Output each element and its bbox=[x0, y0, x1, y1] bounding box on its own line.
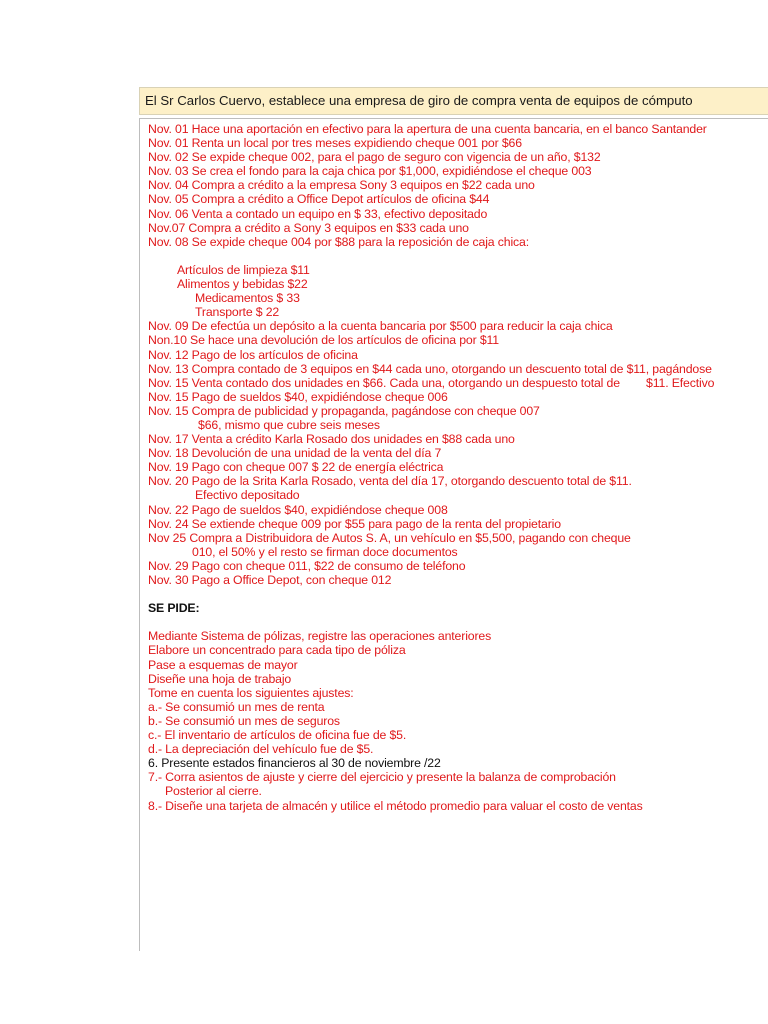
operation-line: Nov. 01 Renta un local por tres meses expidiendo cheque 001 por $66 bbox=[148, 136, 522, 151]
petty-cash-item: Alimentos y bebidas $22 bbox=[177, 277, 308, 292]
operation-line: Nov. 05 Compra a crédito a Office Depot artículos de oficina $44 bbox=[148, 192, 490, 207]
operation-line: Nov. 22 Pago de sueldos $40, expidiéndose cheque 008 bbox=[148, 502, 448, 517]
operation-line: Nov. 17 Venta a crédito Karla Rosado dos unidades en $88 cada uno bbox=[148, 432, 515, 447]
spacer bbox=[148, 249, 768, 263]
requirement-line: d.- La depreciación del vehículo fue de $5. bbox=[148, 742, 374, 757]
operation-line: Nov. 18 Devolución de una unidad de la venta del día 7 bbox=[148, 446, 442, 461]
content-box bbox=[139, 118, 768, 951]
operation-line: Nov. 15 Pago de sueldos $40, expidiéndose cheque 006 bbox=[148, 389, 448, 404]
requirement-line: a.- Se consumió un mes de renta bbox=[148, 699, 325, 714]
operation-line: Nov. 24 Se extiende cheque 009 por $55 para pago de la renta del propietario bbox=[148, 516, 561, 531]
operation-line: Nov. 09 De efectúa un depósito a la cuenta bancaria por $500 para reducir la caja chica bbox=[148, 319, 613, 334]
requirement-line: Mediante Sistema de pólizas, registre las operaciones anteriores bbox=[148, 629, 492, 644]
operation-line: Nov. 30 Pago a Office Depot, con cheque 012 bbox=[148, 573, 392, 587]
petty-cash-item: Medicamentos $ 33 bbox=[195, 291, 300, 306]
requirement-line: Elabore un concentrado para cada tipo de póliza bbox=[148, 643, 406, 658]
operation-line: Nov. 08 Se expide cheque 004 por $88 para la reposición de caja chica: bbox=[148, 234, 529, 249]
operation-line: Non.10 Se hace una devolución de los artículos de oficina por $11 bbox=[148, 333, 499, 348]
operation-continuation: 010, el 50% y el resto se firman doce documentos bbox=[192, 544, 458, 559]
operation-line: Nov. 12 Pago de los artículos de oficina bbox=[148, 347, 358, 362]
petty-cash-item: Transporte $ 22 bbox=[195, 305, 280, 320]
operations-text bbox=[148, 122, 768, 813]
operation-line: Nov. 15 Compra de publicidad y propaganda, pagándose con cheque 007 bbox=[148, 403, 540, 418]
operation-continuation: Efectivo depositado bbox=[195, 488, 300, 503]
operation-line: Nov. 01 Hace una aportación en efectivo para la apertura de una cuenta bancaria, en el banco Santander bbox=[148, 122, 707, 136]
operation-continuation: $66, mismo que cubre seis meses bbox=[198, 417, 380, 432]
operation-line: Nov. 02 Se expide cheque 002, para el pago de seguro con vigencia de un año, $132 bbox=[148, 150, 601, 165]
requirement-line: c.- El inventario de artículos de oficina fue de $5. bbox=[148, 728, 407, 743]
operation-line: Nov. 03 Se crea el fondo para la caja chica por $1,000, expidiéndose el cheque 003 bbox=[148, 164, 592, 179]
petty-cash-item: Artículos de limpieza $11 bbox=[177, 262, 310, 277]
operation-line: Nov.07 Compra a crédito a Sony 3 equipos en $33 cada uno bbox=[148, 220, 469, 235]
operation-line: Nov. 04 Compra a crédito a la empresa Sony 3 equipos en $22 cada uno bbox=[148, 178, 535, 193]
operation-line: Nov. 29 Pago con cheque 011, $22 de consumo de teléfono bbox=[148, 558, 466, 573]
se-pide-heading: SE PIDE: bbox=[148, 601, 200, 616]
operation-line: Nov. 06 Venta a contado un equipo en $ 33, efectivo depositado bbox=[148, 206, 488, 221]
requirement-line: 8.- Diseñe una tarjeta de almacén y utilice el método promedio para valuar el costo de ventas bbox=[148, 798, 643, 813]
spacer bbox=[148, 587, 768, 601]
operation-line: Nov 25 Compra a Distribuidora de Autos S. A, un vehículo en $5,500, pagando con cheque bbox=[148, 530, 631, 545]
requirement-line: Pase a esquemas de mayor bbox=[148, 657, 298, 672]
requirement-line: 6. Presente estados financieros al 30 de noviembre /22 bbox=[148, 756, 441, 771]
operation-line: Nov. 20 Pago de la Srita Karla Rosado, venta del día 17, otorgando descuento total de $11. bbox=[148, 474, 632, 489]
requirement-continuation: Posterior al cierre. bbox=[165, 784, 262, 799]
requirement-line: Tome en cuenta los siguientes ajustes: bbox=[148, 685, 354, 700]
requirement-line: b.- Se consumió un mes de seguros bbox=[148, 713, 340, 728]
document-title: El Sr Carlos Cuervo, establece una empresa de giro de compra venta de equipos de cómputo bbox=[145, 93, 693, 108]
operation-line: Nov. 19 Pago con cheque 007 $ 22 de energía eléctrica bbox=[148, 460, 444, 475]
operation-line: Nov. 15 Venta contado dos unidades en $66. Cada una, otorgando un despuesto total de $11. Efectivo bbox=[148, 375, 715, 390]
spacer bbox=[148, 615, 768, 629]
requirement-line: Diseñe una hoja de trabajo bbox=[148, 671, 292, 686]
requirement-line: 7.- Corra asientos de ajuste y cierre del ejercicio y presente la balanza de comprobación bbox=[148, 770, 616, 785]
title-bar bbox=[139, 87, 768, 115]
operation-line: Nov. 13 Compra contado de 3 equipos en $44 cada uno, otorgando un descuento total de $11, pagándose bbox=[148, 361, 712, 376]
